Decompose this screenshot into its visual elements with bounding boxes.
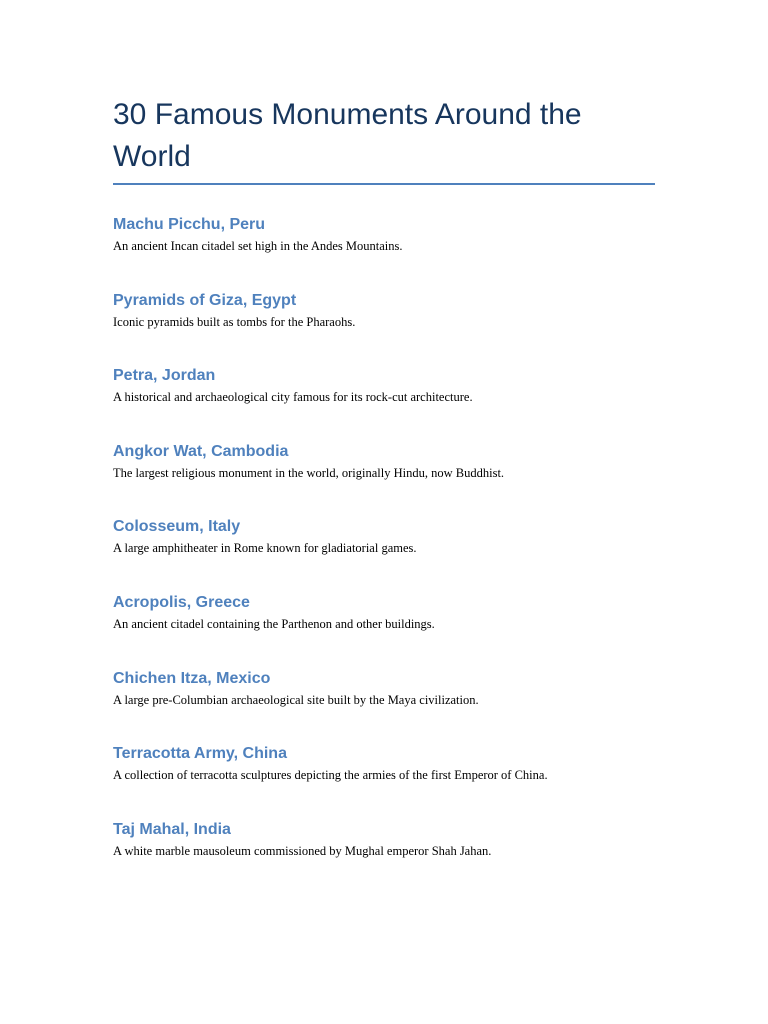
monument-heading: Terracotta Army, China <box>113 745 287 763</box>
monument-heading: Pyramids of Giza, Egypt <box>113 291 297 309</box>
monument-description: The largest religious monument in the world, originally Hindu, now Buddhist. <box>113 465 505 480</box>
monument-entry-angkor-wat <box>113 442 655 518</box>
monument-description: An ancient citadel containing the Parthenon and other buildings. <box>113 616 435 631</box>
title-underline <box>113 183 655 185</box>
monument-description: A large pre-Columbian archaeological site built by the Maya civilization. <box>113 692 479 707</box>
monument-description: A white marble mausoleum commissioned by Mughal emperor Shah Jahan. <box>113 843 492 858</box>
monument-description: A historical and archaeological city famous for its rock-cut architecture. <box>113 390 473 405</box>
monument-heading: Angkor Wat, Cambodia <box>113 442 289 460</box>
monument-heading: Taj Mahal, India <box>113 820 231 838</box>
monument-heading: Colosseum, Italy <box>113 518 241 536</box>
monument-description: A collection of terracotta sculptures depicting the armies of the first Emperor of China. <box>113 768 548 783</box>
document-title: 30 Famous Monuments Around the World <box>113 98 582 173</box>
monument-entry-machu-picchu <box>113 215 655 291</box>
monument-heading: Machu Picchu, Peru <box>113 216 266 233</box>
monument-description: Iconic pyramids built as tombs for the Pharaohs. <box>113 314 356 329</box>
monument-entry-terracotta-army <box>113 744 655 820</box>
monument-entry-acropolis <box>113 593 655 669</box>
monument-heading: Acropolis, Greece <box>113 593 250 611</box>
monument-heading: Chichen Itza, Mexico <box>113 669 271 687</box>
monument-entry-colosseum <box>113 517 655 593</box>
monument-heading: Petra, Jordan <box>113 367 216 385</box>
monument-entry-taj-mahal <box>113 820 655 896</box>
monument-description: A large amphitheater in Rome known for gladiatorial games. <box>113 541 417 556</box>
monument-description: An ancient Incan citadel set high in the Andes Mountains. <box>113 239 403 253</box>
document-page <box>113 94 655 895</box>
monument-entry-petra <box>113 366 655 442</box>
monument-entry-chichen-itza <box>113 669 655 745</box>
monument-list <box>113 215 655 895</box>
monument-entry-pyramids-of-giza <box>113 291 655 367</box>
